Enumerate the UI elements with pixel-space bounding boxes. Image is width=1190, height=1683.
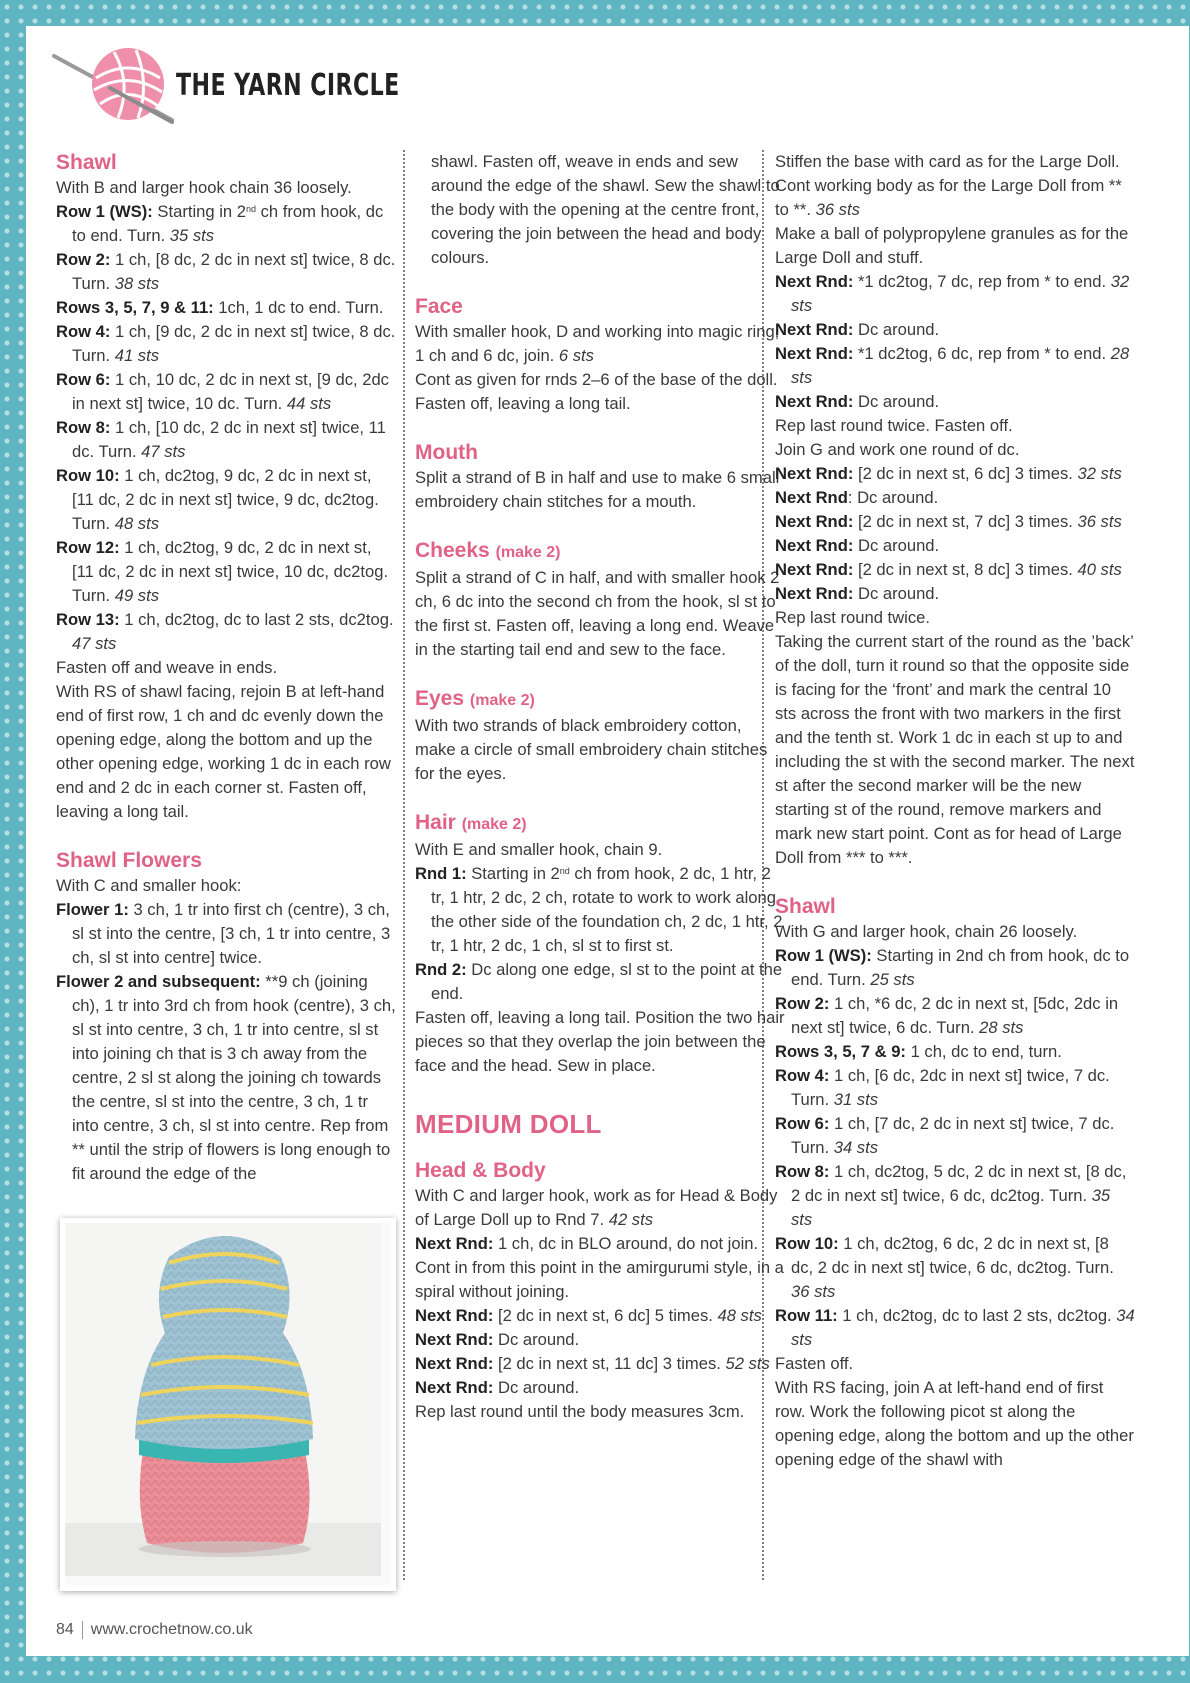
pattern-row: Row 8: 1 ch, [10 dc, 2 dc in next st] twice, 11 dc. Turn. 47 sts	[56, 418, 386, 461]
website-link[interactable]: www.crochetnow.co.uk	[90, 1621, 253, 1639]
instruction-text: shawl. Fasten off, weave in ends and sew around the edge of the shawl. Sew the shawl to the body with the opening at the centre front, covering the join between the head and body colours.	[431, 152, 780, 267]
pattern-row: Rows 3, 5, 7, 9 & 11: 1ch, 1 dc to end. Turn.	[56, 298, 384, 317]
instruction-text: Rep last round twice.	[775, 608, 930, 627]
section-heading-mouth: Mouth	[415, 441, 478, 464]
instruction-text: Rep last round until the body measures 3cm.	[415, 1402, 745, 1421]
instruction-text: Cont in from this point in the amirgurumi style, in a spiral without joining.	[415, 1258, 784, 1301]
pattern-row: Row 10: 1 ch, dc2tog, 9 dc, 2 dc in next st, [11 dc, 2 dc in next st] twice, 9 dc, dc2tog. Turn. 48 sts	[56, 466, 379, 533]
magazine-page	[26, 26, 1189, 1656]
yarn-ball-icon	[92, 48, 164, 120]
column-divider	[403, 150, 405, 1580]
section-heading-head-body: Head & Body	[415, 1159, 546, 1182]
pattern-row: Row 11: 1 ch, dc2tog, dc to last 2 sts, dc2tog. 34 sts	[775, 1306, 1135, 1349]
pattern-row: Flower 2 and subsequent: **9 ch (joining ch), 1 tr into 3rd ch from hook (centre), 3 ch, sl st into centre, 3 ch, 1 tr into centre, sl st into joining ch that is 3 ch away from the centre, 2 sl st along the joining ch towards the centre, sl st into the centre, 3 ch, 1 tr into centre, 3 ch, sl st into centre. Rep from ** until the strip of flowers is long enough to fit around the edge of the	[56, 972, 396, 1183]
pattern-row: Next Rnd: Dc around.	[775, 536, 940, 555]
instruction-text: With G and larger hook, chain 26 loosely.	[775, 922, 1078, 941]
instruction-text: Make a ball of polypropylene granules as for the Large Doll and stuff.	[775, 224, 1129, 267]
instruction-text: With C and smaller hook:	[56, 876, 242, 895]
pattern-row: Rows 3, 5, 7 & 9: 1 ch, dc to end, turn.	[775, 1042, 1062, 1061]
pattern-row: Next Rnd: [2 dc in next st, 8 dc] 3 times. 40 sts	[775, 560, 1122, 579]
instruction-text: With C and larger hook, work as for Head & Body of Large Doll up to Rnd 7. 42 sts	[415, 1186, 778, 1229]
instruction-text: With B and larger hook chain 36 loosely.	[56, 178, 352, 197]
pattern-row: Next Rnd: Dc around.	[775, 392, 940, 411]
instruction-text: Split a strand of B in half and use to make 6 small embroidery chain stitches for a mouth.	[415, 468, 780, 511]
pattern-row: Next Rnd: [2 dc in next st, 11 dc] 3 times. 52 sts	[415, 1354, 770, 1373]
instruction-text: Stiffen the base with card as for the Large Doll. Cont working body as for the Large Doll from ** to **. 36 sts	[775, 152, 1122, 219]
pattern-row: Next Rnd: Dc around.	[775, 320, 940, 339]
pattern-row: Next Rnd: *1 dc2tog, 6 dc, rep from * to end. 28 sts	[775, 344, 1130, 387]
doll-photo	[60, 1218, 396, 1591]
pattern-row: Next Rnd: [2 dc in next st, 6 dc] 5 times. 48 sts	[415, 1306, 762, 1325]
pattern-row: Rnd 1: Starting in 2nd ch from hook, 2 dc, 1 htr, 2 tr, 1 htr, 2 dc, 2 ch, rotate to work to work along the other side of the foundation ch, 2 dc, 1 htr, 2 tr, 1 htr, 2 dc, 1 ch, sl st to first st.	[415, 864, 783, 955]
brand-header	[50, 48, 400, 120]
pattern-row: Flower 1: 3 ch, 1 tr into first ch (centre), 3 ch, sl st into the centre, [3 ch, 1 tr into centre, 3 ch, sl st into centre] twice.	[56, 900, 391, 967]
pattern-row: Rnd 2: Dc along one edge, sl st to the point at the end.	[415, 960, 783, 1003]
instruction-text: With smaller hook, D and working into magic ring, 1 ch and 6 dc, join. 6 sts	[415, 322, 780, 365]
page-footer	[56, 1621, 253, 1639]
instruction-text: With RS of shawl facing, rejoin B at left-hand end of first row, 1 ch and dc evenly down the opening edge, along the bottom and up the other opening edge, working 1 dc in each row end and 2 dc in each corner st. Fasten off, leaving a long tail.	[56, 682, 391, 821]
pattern-row: Next Rnd: Dc around.	[775, 584, 940, 603]
instruction-text: Fasten off, leaving a long tail.	[415, 394, 631, 413]
section-heading-shawl: Shawl	[56, 151, 117, 174]
section-heading-cheeks: Cheeks (make 2)	[415, 539, 561, 562]
pattern-row: Next Rnd: [2 dc in next st, 6 dc] 3 times. 32 sts	[775, 464, 1122, 483]
page-number: 84	[56, 1621, 74, 1639]
instruction-text: With two strands of black embroidery cotton, make a circle of small embroidery chain stitches for the eyes.	[415, 716, 768, 783]
instruction-text: Rep last round twice. Fasten off.	[775, 416, 1013, 435]
pattern-row: Next Rnd: Dc around.	[775, 488, 939, 507]
section-heading-shawl-medium: Shawl	[775, 895, 836, 918]
instruction-text: Cont as given for rnds 2–6 of the base of the doll.	[415, 370, 778, 389]
section-heading-medium-doll: MEDIUM DOLL	[415, 1109, 602, 1139]
column-1	[56, 150, 396, 1186]
footer-divider	[82, 1621, 83, 1639]
pattern-row: Next Rnd: Dc around.	[415, 1330, 580, 1349]
instruction-text: With RS facing, join A at left-hand end of first row. Work the following picot st along the opening edge, along the bottom and up the other opening edge of the shawl with	[775, 1378, 1134, 1469]
pattern-row: Row 8: 1 ch, dc2tog, 5 dc, 2 dc in next st, [8 dc, 2 dc in next st] twice, 6 dc, dc2tog. Turn. 35 sts	[775, 1162, 1127, 1229]
pattern-row: Row 4: 1 ch, [9 dc, 2 dc in next st] twice, 8 dc. Turn. 41 sts	[56, 322, 396, 365]
pattern-row: Row 2: 1 ch, *6 dc, 2 dc in next st, [5dc, 2dc in next st] twice, 6 dc. Turn. 28 sts	[775, 994, 1119, 1037]
column-3	[775, 150, 1135, 1472]
pattern-row: Next Rnd: [2 dc in next st, 7 dc] 3 times. 36 sts	[775, 512, 1122, 531]
instruction-text: Fasten off.	[775, 1354, 854, 1373]
section-heading-hair: Hair (make 2)	[415, 811, 527, 834]
column-2	[415, 150, 785, 1424]
pattern-row: Row 1 (WS): Starting in 2nd ch from hook, dc to end. Turn. 35 sts	[56, 202, 384, 245]
brand-title: THE YARN CIRCLE	[176, 68, 400, 103]
pattern-row: Row 1 (WS): Starting in 2nd ch from hook, dc to end. Turn. 25 sts	[775, 946, 1130, 989]
instruction-text: Split a strand of C in half, and with smaller hook 2 ch, 6 dc into the second ch from the hook, sl st to the first st. Fasten off, leaving a long end. Weave in the starting tail end and sew to the face.	[415, 568, 780, 659]
instruction-text: Fasten off and weave in ends.	[56, 658, 278, 677]
crochet-doll-image	[65, 1223, 381, 1576]
instruction-text: Fasten off, leaving a long tail. Position the two hair pieces so that they overlap the join between the face and the head. Sew in place.	[415, 1008, 785, 1075]
pattern-row: Row 2: 1 ch, [8 dc, 2 dc in next st] twice, 8 dc. Turn. 38 sts	[56, 250, 396, 293]
pattern-row: Row 13: 1 ch, dc2tog, dc to last 2 sts, dc2tog. 47 sts	[56, 610, 394, 653]
section-heading-shawl-flowers: Shawl Flowers	[56, 849, 202, 872]
section-heading-eyes: Eyes (make 2)	[415, 687, 535, 710]
pattern-row: Next Rnd: Dc around.	[415, 1378, 580, 1397]
pattern-row: Next Rnd: *1 dc2tog, 7 dc, rep from * to end. 32 sts	[775, 272, 1130, 315]
pattern-row: Next Rnd: 1 ch, dc in BLO around, do not join.	[415, 1234, 759, 1253]
instruction-text: Join G and work one round of dc.	[775, 440, 1020, 459]
instruction-text: With E and smaller hook, chain 9.	[415, 840, 663, 859]
pattern-row: Row 4: 1 ch, [6 dc, 2dc in next st] twice, 7 dc. Turn. 31 sts	[775, 1066, 1110, 1109]
pattern-row: Row 6: 1 ch, 10 dc, 2 dc in next st, [9 dc, 2dc in next st] twice, 10 dc. Turn. 44 sts	[56, 370, 389, 413]
pattern-row: Row 12: 1 ch, dc2tog, 9 dc, 2 dc in next st, [11 dc, 2 dc in next st] twice, 10 dc, dc2tog. Turn. 49 sts	[56, 538, 389, 605]
section-heading-face: Face	[415, 295, 463, 318]
pattern-row: Row 10: 1 ch, dc2tog, 6 dc, 2 dc in next st, [8 dc, 2 dc in next st] twice, 6 dc, dc2tog. Turn. 36 sts	[775, 1234, 1114, 1301]
pattern-row: Row 6: 1 ch, [7 dc, 2 dc in next st] twice, 7 dc. Turn. 34 sts	[775, 1114, 1115, 1157]
instruction-text: Taking the current start of the round as the ’back’ of the doll, turn it round so that the opposite side is facing for the ‘front’ and mark the central 10 sts across the front with two markers in the first and the tenth st. Work 1 dc in each st up to and including the st with the second marker. The next st after the second marker will be the new starting st of the round, remove markers and mark new start point. Cont as for head of Large Doll from *** to ***.	[775, 632, 1135, 867]
